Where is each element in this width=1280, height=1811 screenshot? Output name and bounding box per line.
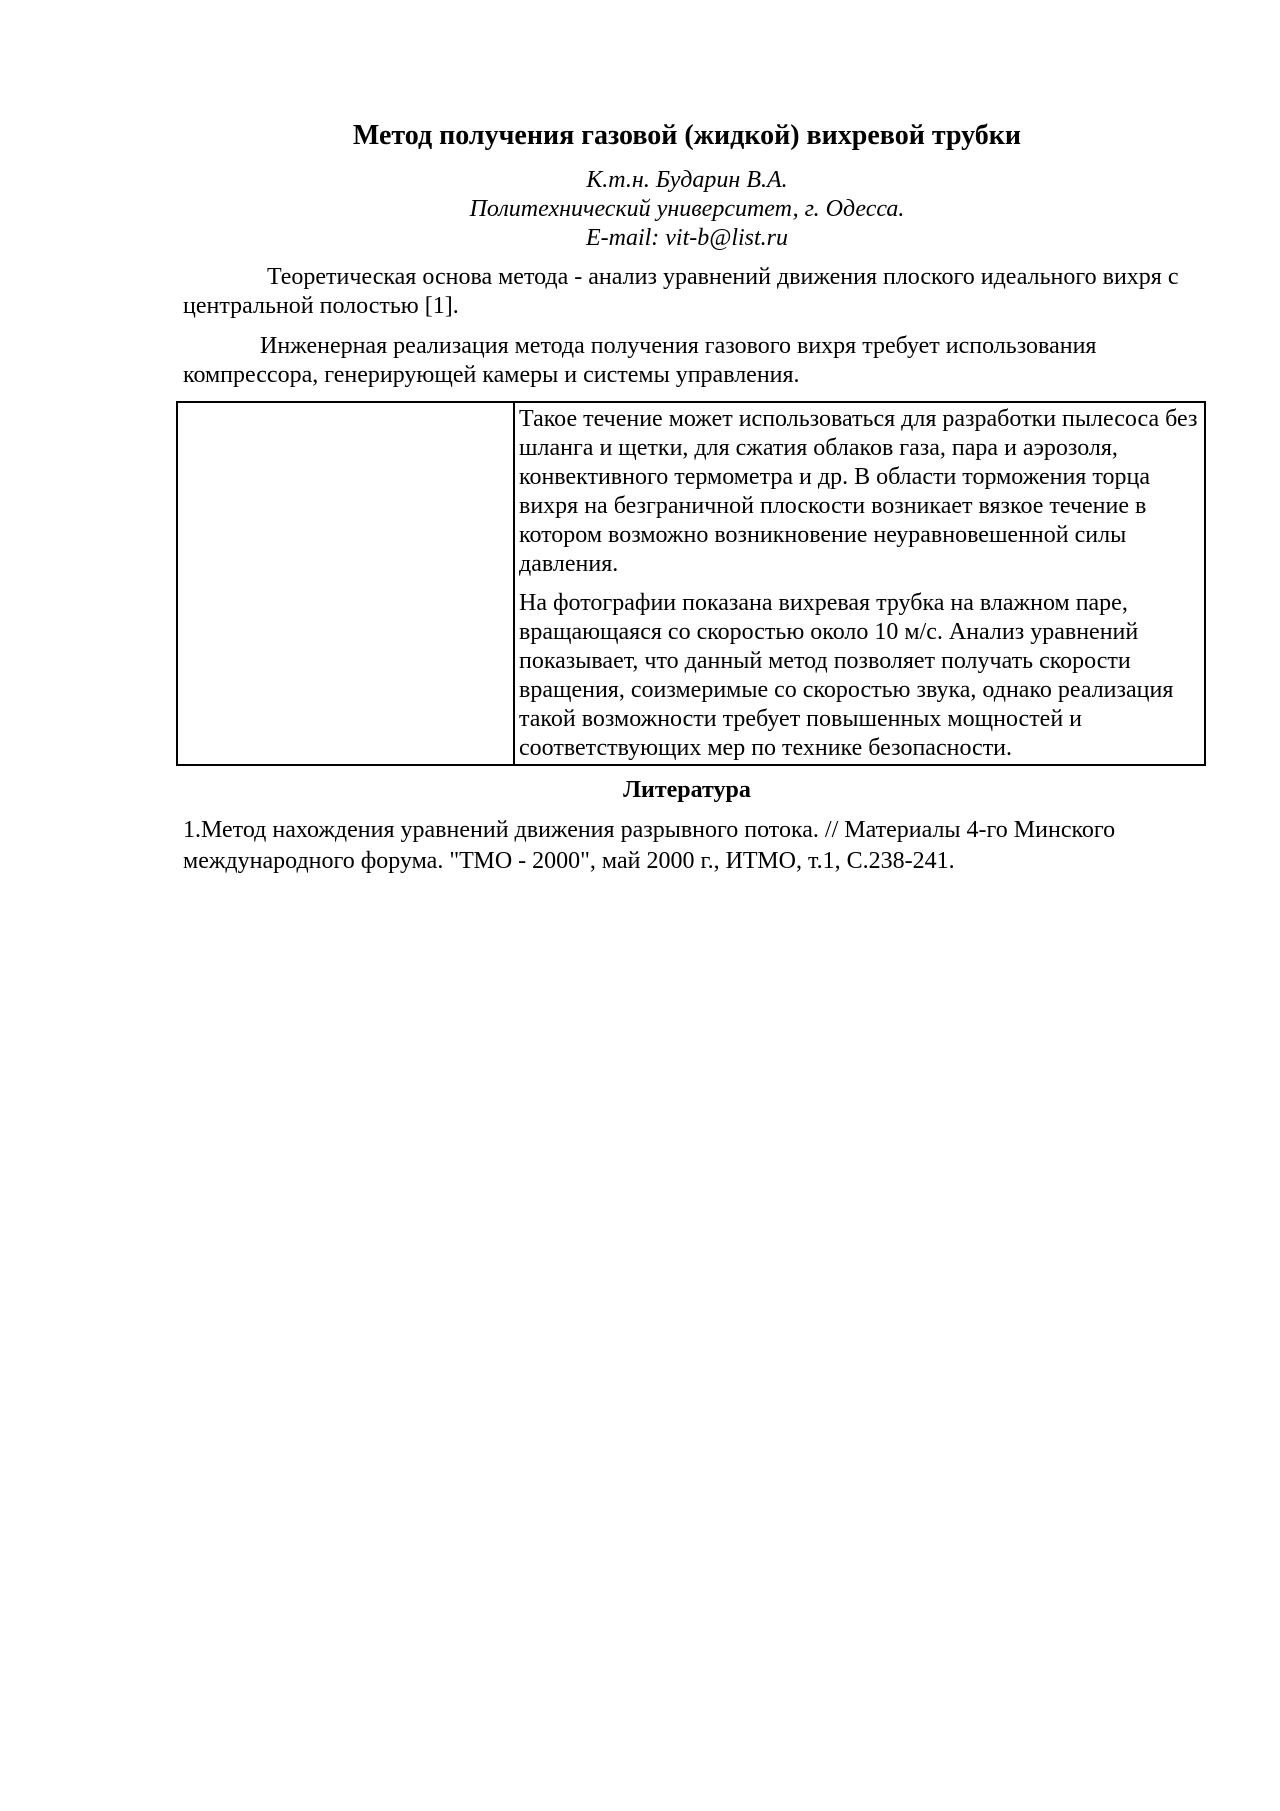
paragraph-theory-text: Теоретическая основа метода - анализ уравнений движения плоского идеального вихря с центральной полостью [1]. <box>183 264 1179 319</box>
photo-cell <box>178 403 515 764</box>
paragraph-theory <box>183 263 1183 321</box>
table-paragraph-applications: Такое течение может использоваться для разработки пылесоса без шланга и щетки, для сжатия облаков газа, пара и аэрозоля, конвективного термометра и др. В области торможения торца вихря на безграничной плоскости возникает вязкое течение в котором возможно возникновение неуравновешенной силы давления. <box>519 406 1198 577</box>
literature-heading: Литература <box>623 777 751 803</box>
description-cell <box>515 403 1204 764</box>
content-table <box>176 401 1206 766</box>
author-line: К.т.н. Бударин В.А. <box>586 167 788 193</box>
paragraph-engineering-text: Инженерная реализация метода получения газового вихря требует использования компрессора, генерирующей камеры и системы управления. <box>183 333 1097 388</box>
table-paragraph-photo: На фотографии показана вихревая трубка на влажном паре, вращающаяся со скоростью около 10 м/с. Анализ уравнений показывает, что данный метод позволяет получать скорости вращения, соизмеримые со скоростью звука, однако реализация такой возможности требует повышенных мощностей и соответствующих мер по технике безопасности. <box>519 590 1174 761</box>
email-line: E-mail: vit-b@list.ru <box>585 225 789 251</box>
affiliation-line: Политехнический университет, г. Одесса. <box>469 196 905 222</box>
reference-item: 1.Метод нахождения уравнений движения разрывного потока. // Материалы 4-го Минского международного форума. "ТМО - 2000", май 2000 г., ИТМО, т.1, С.238-241. <box>183 817 1116 874</box>
paragraph-engineering <box>183 332 1183 390</box>
document-title: Метод получения газовой (жидкой) вихревой трубки <box>352 120 1022 151</box>
